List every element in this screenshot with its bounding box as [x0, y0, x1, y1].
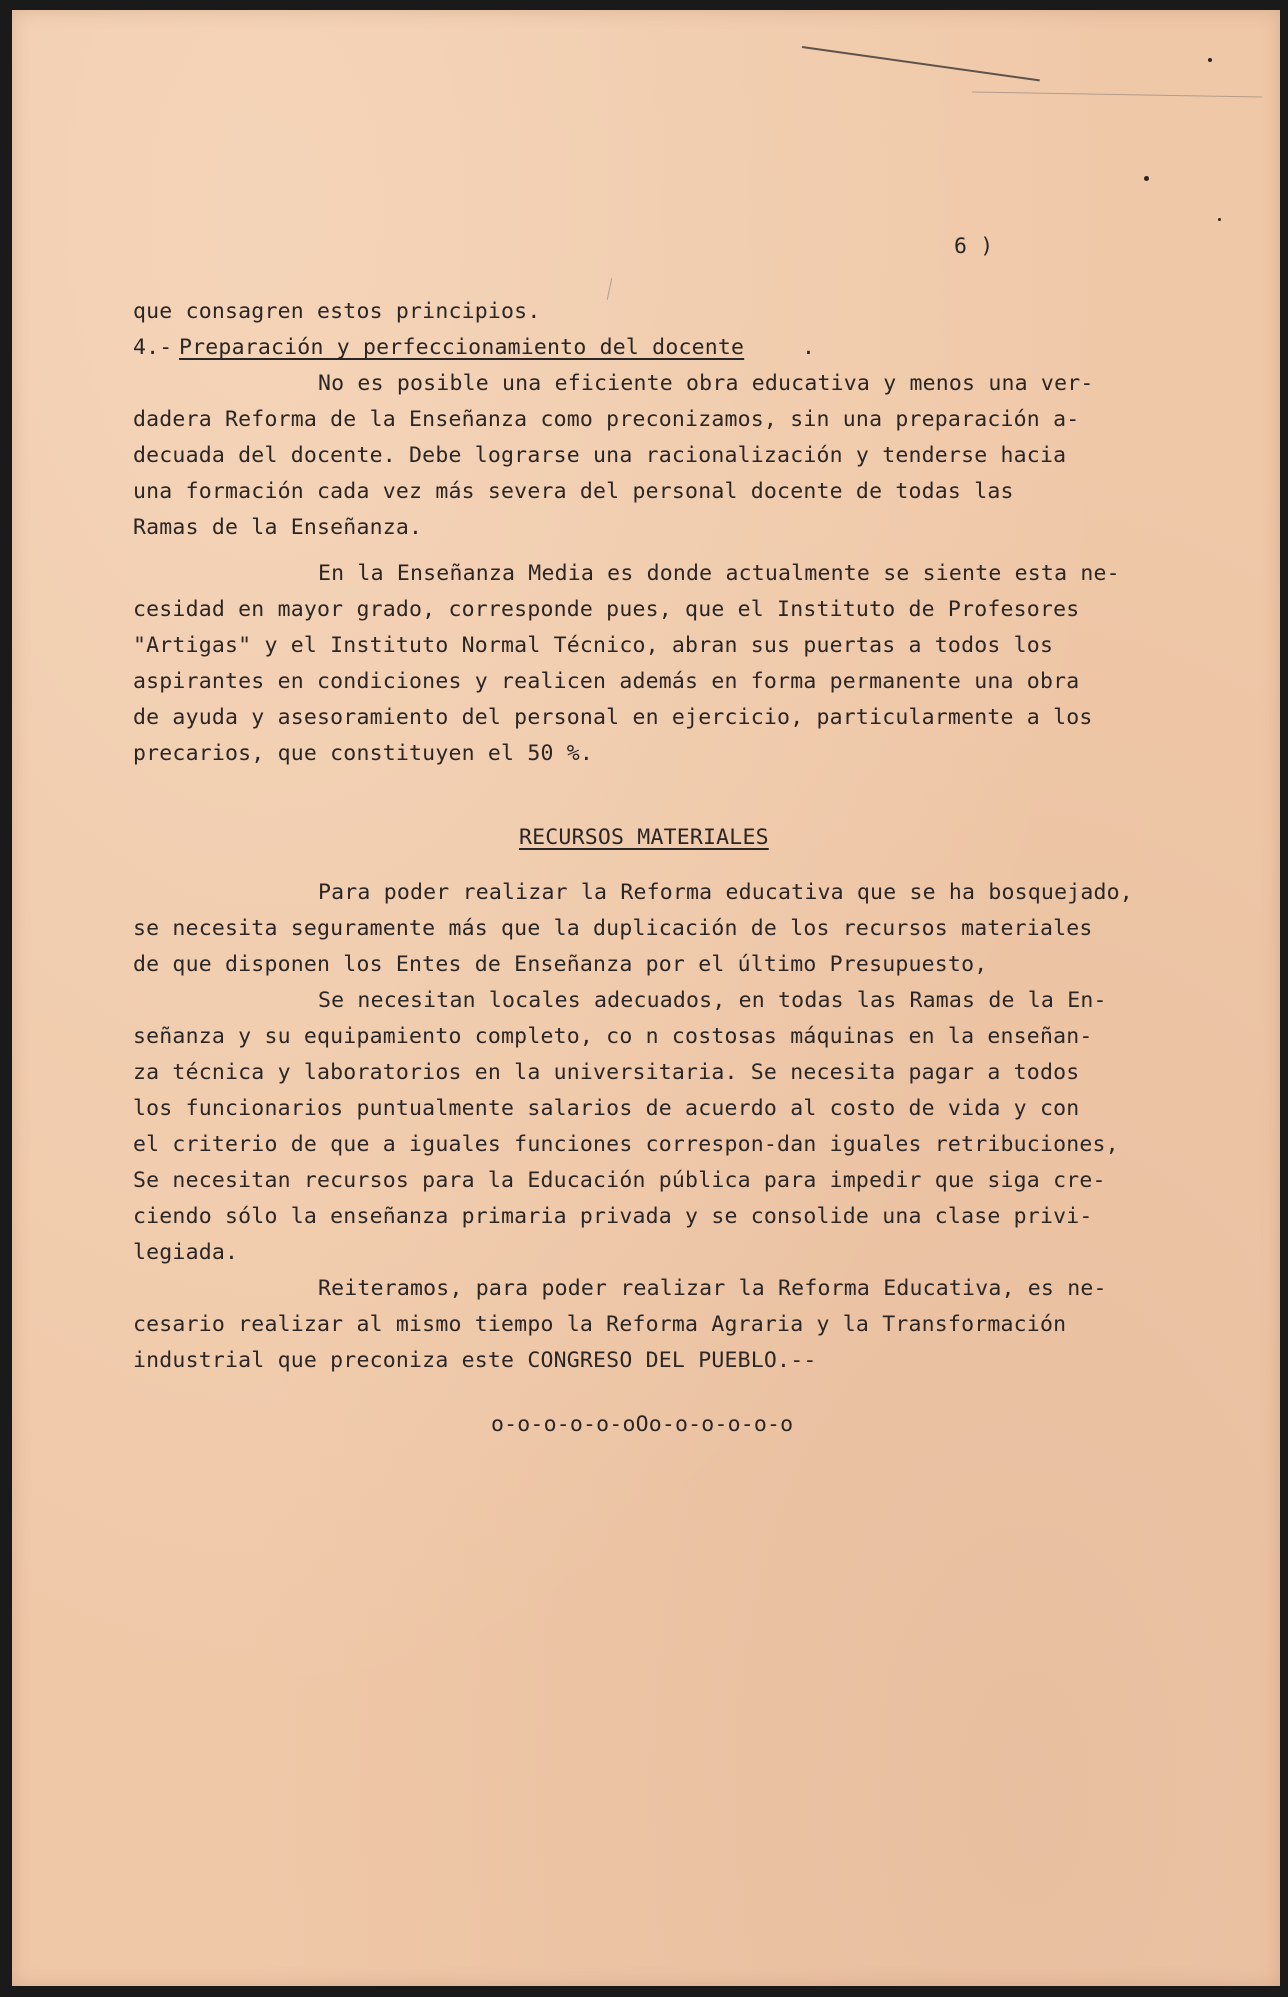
body-line: No es posible una eficiente obra educativa y menos una ver- — [318, 371, 1094, 396]
body-line: ciendo sólo la enseñanza primaria privada y se consolide una clase privi- — [133, 1204, 1093, 1229]
section-title: Preparación y perfeccionamiento del docente — [179, 335, 745, 360]
body-line: En la Enseñanza Media es donde actualmente se siente esta ne- — [318, 561, 1120, 586]
body-line: señanza y su equipamiento completo, co n costosas máquinas en la enseñan- — [133, 1024, 1093, 1049]
page-number: 6 ) — [954, 234, 994, 259]
body-line: se necesita seguramente más que la duplicación de los recursos materiales — [133, 916, 1093, 941]
body-line: los funcionarios puntualmente salarios de acuerdo al costo de vida y con — [133, 1096, 1080, 1121]
body-line: industrial que preconiza este CONGRESO DEL PUEBLO.-- — [133, 1348, 817, 1373]
body-line: dadera Reforma de la Enseñanza como preconizamos, sin una preparación a- — [133, 407, 1080, 432]
typed-page — [12, 10, 1280, 1986]
body-line: que consagren estos principios. — [133, 299, 541, 324]
section-title-period: . — [802, 335, 816, 360]
body-line: Reiteramos, para poder realizar la Reforma Educativa, es ne- — [318, 1276, 1107, 1301]
ink-dot — [1208, 58, 1212, 62]
body-line: Se necesitan locales adecuados, en todas las Ramas de la En- — [318, 988, 1107, 1013]
body-line: una formación cada vez más severa del personal docente de todas las — [133, 479, 1014, 504]
pen-stroke-mark — [972, 91, 1262, 97]
body-line: de que disponen los Entes de Enseñanza por el último Presupuesto, — [133, 952, 988, 977]
faint-pencil-line — [607, 278, 613, 300]
body-line: de ayuda y asesoramiento del personal en ejercicio, particularmente a los — [133, 705, 1093, 730]
ink-dot — [1144, 176, 1149, 181]
body-line: el criterio de que a iguales funciones correspon-dan iguales retribuciones, — [133, 1132, 1119, 1157]
body-line: precarios, que constituyen el 50 %. — [133, 741, 594, 766]
body-line: Ramas de la Enseñanza. — [133, 515, 423, 540]
heading-recursos-materiales: RECURSOS MATERIALES — [519, 825, 769, 850]
body-line: decuada del docente. Debe lograrse una racionalización y tenderse hacia — [133, 443, 1067, 468]
body-line: "Artigas" y el Instituto Normal Técnico, abran sus puertas a todos los — [133, 633, 1054, 658]
body-line: Se necesitan recursos para la Educación pública para impedir que siga cre- — [133, 1168, 1106, 1193]
body-line: legiada. — [133, 1240, 239, 1265]
body-line: Para poder realizar la Reforma educativa que se ha bosquejado, — [318, 880, 1133, 905]
ink-dot — [1218, 218, 1221, 221]
body-line: cesidad en mayor grado, corresponde pues, que el Instituto de Profesores — [133, 597, 1080, 622]
body-line: cesario realizar al mismo tiempo la Reforma Agraria y la Transformación — [133, 1312, 1067, 1337]
body-line: za técnica y laboratorios en la universitaria. Se necesita pagar a todos — [133, 1060, 1080, 1085]
closing-separator: o-o-o-o-o-oOo-o-o-o-o-o — [491, 1412, 794, 1437]
pen-stroke-mark — [802, 46, 1040, 81]
body-line: aspirantes en condiciones y realicen además en forma permanente una obra — [133, 669, 1080, 694]
section-number: 4.- — [133, 335, 186, 360]
